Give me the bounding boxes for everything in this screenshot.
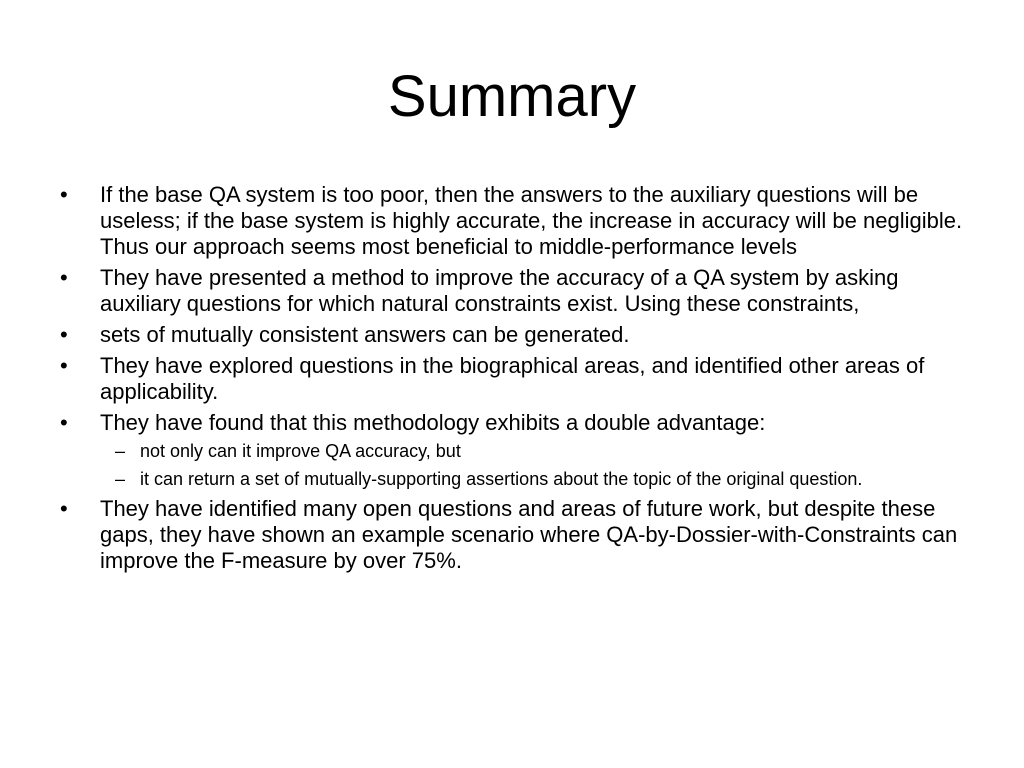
slide-title: Summary: [387, 64, 637, 129]
bullet-text: sets of mutually consistent answers can be generated.: [100, 322, 630, 347]
bullet-text: They have explored questions in the biographical areas, and identified other areas of applicability.: [100, 353, 925, 404]
sub-bullet-item: [95, 440, 970, 462]
sub-bullet-text: not only can it improve QA accuracy, but: [140, 441, 461, 461]
bullet-item: [60, 265, 970, 317]
bullet-item: [60, 322, 970, 348]
bullet-marker: •: [60, 410, 68, 435]
bullet-item: [60, 353, 970, 405]
bullet-item: [60, 182, 970, 260]
bullet-marker: •: [60, 182, 68, 207]
bullet-item: [60, 410, 970, 490]
bullet-text: If the base QA system is too poor, then the answers to the auxiliary questions will be useless; if the base system is highly accurate, the increase in accuracy will be negligible. Thus our approach seems most beneficial to middle-performance levels: [100, 182, 963, 259]
bullet-text: They have identified many open questions and areas of future work, but despite these gaps, they have shown an example scenario where QA-by-Dossier-with-Constraints can improve the F-measure by over 75%.: [100, 496, 958, 573]
bullet-marker: •: [60, 353, 68, 378]
bullet-marker: •: [60, 322, 68, 347]
sub-bullet-text: it can return a set of mutually-supporting assertions about the topic of the original question.: [140, 469, 863, 489]
sub-bullet-marker: –: [115, 469, 126, 489]
bullet-list: [60, 182, 970, 579]
bullet-item: [60, 496, 970, 574]
bullet-marker: •: [60, 265, 68, 290]
sub-bullet-list: [100, 440, 970, 490]
sub-bullet-item: [95, 468, 970, 490]
bullet-marker: •: [60, 496, 68, 521]
sub-bullet-marker: –: [115, 441, 126, 461]
bullet-text: They have presented a method to improve the accuracy of a QA system by asking auxiliary questions for which natural constraints exist. Using these constraints,: [100, 265, 899, 316]
bullet-text: They have found that this methodology exhibits a double advantage:: [100, 410, 766, 435]
